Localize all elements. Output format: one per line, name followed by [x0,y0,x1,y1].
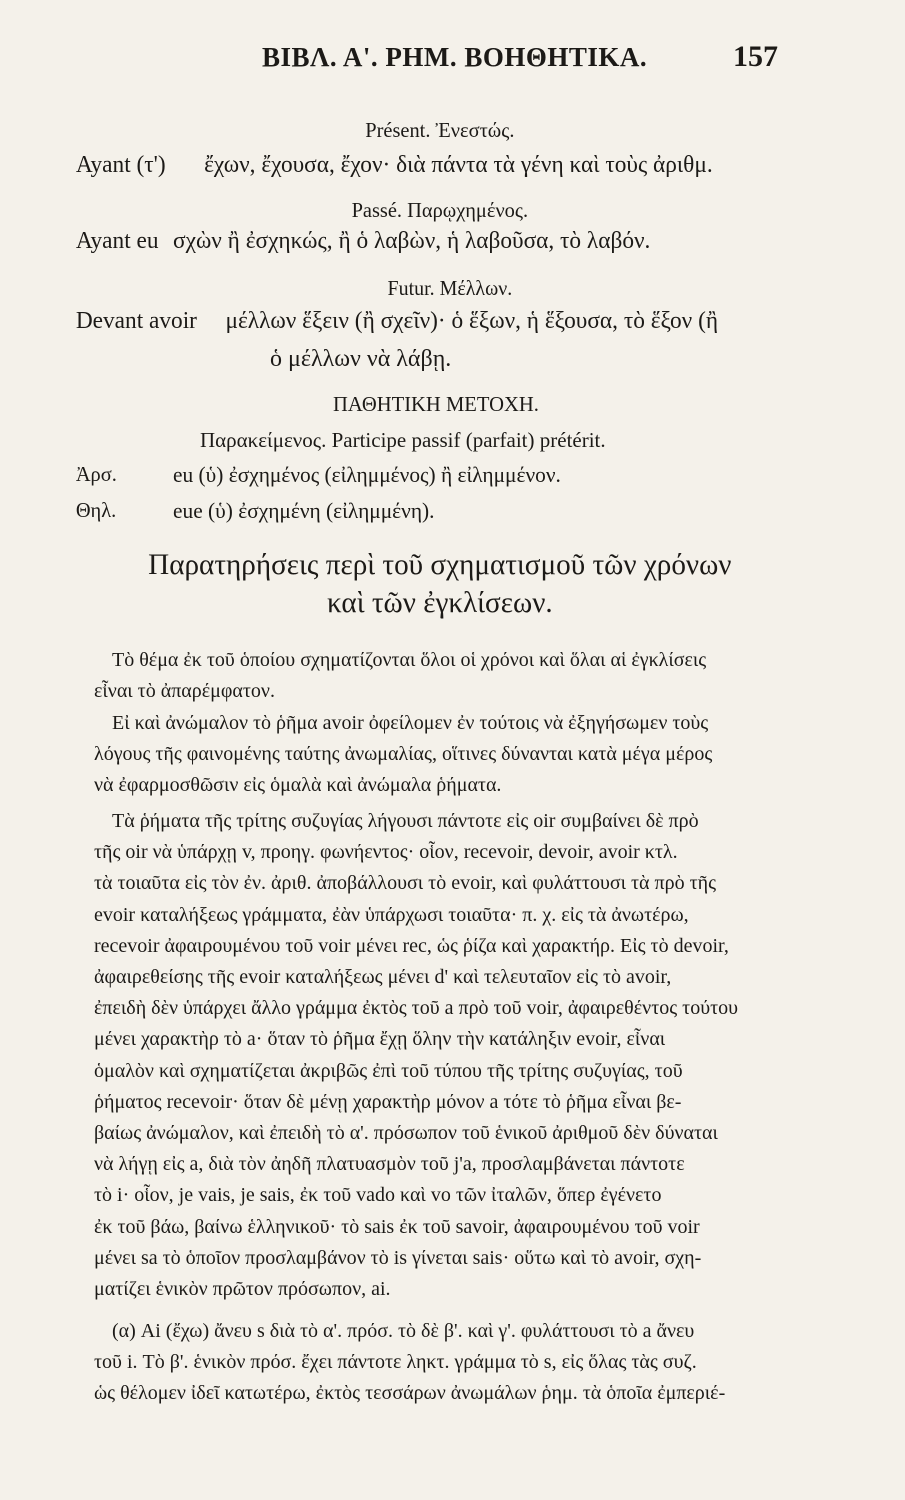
passive-masc-text: eu (ὑ) ἐσχημένος (εἰλημμένος) ἢ εἰλημμένον. [173,462,561,487]
present-text: ἔχων, ἔχουσα, ἔχον· διὰ πάντα τὰ γένη καὶ τοὺς ἀριθμ. [204,152,713,178]
future-label: Devant avoir [75,308,197,334]
passive-masc-label: Ἀρσ. [75,462,117,486]
present-row [0,152,880,186]
passive-masc-row [0,462,880,496]
passive-subheading: Παρακείμενος. Participe passif (parfait) prétérit. [200,428,606,452]
footnote-line: τοῦ i. Τὸ β'. ἑνικὸν πρόσ. ἔχει πάντοτε ληκτ. γράμμα τὸ s, εἰς ὅλας τὰς συζ. [94,1351,697,1373]
body-line: μένει χαρακτὴρ τὸ a· ὅταν τὸ ῥῆμα ἔχῃ ὅλην τὴν κατάληξιν evoir, εἶναι [94,1028,666,1050]
passive-heading: ΠΑΘΗΤΙΚΗ ΜΕΤΟΧΗ. [332,392,539,416]
body-line: Τὰ ῥήματα τῆς τρίτης συζυγίας λήγουσι πάντοτε εἰς oir συμβαίνει δὲ πρὸ [112,810,699,832]
body-line: ἐπειδὴ δὲν ὑπάρχει ἄλλο γράμμα ἐκτὸς τοῦ a πρὸ τοῦ voir, ἀφαιρεθέντος τούτου [94,997,739,1019]
body-line: μένει sa τὸ ὁποῖον προσλαμβάνον τὸ is γίνεται sais· οὕτω καὶ τὸ avoir, σχη- [94,1247,702,1269]
future-heading: Futur. Μέλλων. [387,276,513,300]
past-row [0,228,880,262]
section-title-line-1: Παρατηρήσεις περὶ τοῦ σχηματισμοῦ τῶν χρόνων [148,548,732,581]
body-line: ἐκ τοῦ βάω, βαίνω ἑλληνικοῦ· τὸ sais ἐκ τοῦ savoir, ἀφαιρουμένου τοῦ voir [94,1216,700,1238]
body-line: ματίζει ἑνικὸν πρῶτον πρόσωπον, ai. [94,1278,391,1300]
future-text-2: ὁ μέλλων νὰ λάβῃ. [270,346,452,372]
passive-fem-row [0,498,880,532]
footnote-line: (α) Ai (ἔχω) ἄνευ s διὰ τὸ α'. πρόσ. τὸ δὲ β'. καὶ γ'. φυλάττουσι τὸ a ἄνευ [112,1320,695,1342]
body-line: Εἰ καὶ ἀνώμαλον τὸ ῥῆμα avoir ὀφείλομεν ἐν τούτοις νὰ ἐξηγήσωμεν τοὺς [112,712,709,734]
body-line: εἶναι τὸ ἀπαρέμφατον. [94,680,275,702]
body-line: νὰ ἐφαρμοσθῶσιν εἰς ὁμαλὰ καὶ ἀνώμαλα ῥήματα. [94,774,502,796]
body-line: τὸ i· οἷον, je vais, je sais, ἐκ τοῦ vado καὶ vo τῶν ἰταλῶν, ὅπερ ἐγένετο [94,1184,662,1206]
body-line: evoir καταλήξεως γράμματα, ἐὰν ὑπάρχωσι τοιαῦτα· π. χ. εἰς τὰ ἀνωτέρω, [94,904,689,926]
future-text-1: μέλλων ἕξειν (ἢ σχεῖν)· ὁ ἕξων, ἡ ἕξουσα, τὸ ἕξον (ἢ [225,308,719,334]
passive-fem-label: Θηλ. [75,498,117,522]
body-line: νὰ λήγῃ εἰς a, διὰ τὸν ἀηδῆ πλατυασμὸν τοῦ j'a, προσλαμβάνεται πάντοτε [94,1153,685,1175]
page-number: 157 [733,40,778,73]
footnote-line: ὡς θέλομεν ἰδεῖ κατωτέρω, ἐκτὸς τεσσάρων ἀνωμάλων ῥημ. τὰ ὁποῖα ἐμπεριέ- [94,1382,726,1404]
body-line: ῥήματος recevoir· ὅταν δὲ μένῃ χαρακτὴρ μόνον a τότε τὸ ῥῆμα εἶναι βε- [94,1091,682,1113]
body-line: Τὸ θέμα ἐκ τοῦ ὁποίου σχηματίζονται ὅλοι οἱ χρόνοι καὶ ὅλαι αἱ ἐγκλίσεις [112,649,707,671]
past-label: Ayant eu [75,228,159,254]
past-heading: Passé. Παρῳχημένος. [351,198,529,222]
section-title-line-2: καὶ τῶν ἐγκλίσεων. [326,586,553,619]
body-line: λόγους τῆς φαινομένης ταύτης ἀνωμαλίας, οἵτινες δύνανται κατὰ μέγα μέρος [94,743,713,765]
past-text: σχὼν ἢ ἐσχηκώς, ἢ ὁ λαβὼν, ἡ λαβοῦσα, τὸ λαβόν. [173,228,651,254]
running-title: ΒΙΒΛ. Α'. ΡΗΜ. ΒΟΗΘΗΤΙΚΑ. [262,42,648,72]
body-line: recevoir ἀφαιρουμένου τοῦ voir μένει rec, ὡς ῥίζα καὶ χαρακτήρ. Εἰς τὸ devoir, [94,935,729,957]
present-heading: Présent. Ἐνεστώς. [365,118,515,142]
passive-fem-text: eue (ὑ) ἐσχημένη (εἰλημμένη). [173,498,435,523]
present-label: Ayant (τ') [75,152,166,178]
body-line: ἀφαιρεθείσης τῆς evoir καταλήξεως μένει d' καὶ τελευταῖον εἰς τὸ avoir, [94,966,672,988]
body-line: τὰ τοιαῦτα εἰς τὸν ἐν. ἀριθ. ἀποβάλλουσι τὸ evoir, καὶ φυλάττουσι τὰ πρὸ τῆς [94,872,717,894]
body-line: τῆς oir νὰ ὑπάρχῃ v, προηγ. φωνήεντος· οἷον, recevoir, devoir, avoir κτλ. [94,841,678,863]
future-row [0,308,880,342]
body-line: ὁμαλὸν καὶ σχηματίζεται ἀκριβῶς ἐπὶ τοῦ τύπου τῆς τρίτης συζυγίας, τοῦ [94,1060,683,1082]
body-line: βαίως ἀνώμαλον, καὶ ἐπειδὴ τὸ α'. πρόσωπον τοῦ ἑνικοῦ ἀριθμοῦ δὲν δύναται [94,1122,718,1144]
